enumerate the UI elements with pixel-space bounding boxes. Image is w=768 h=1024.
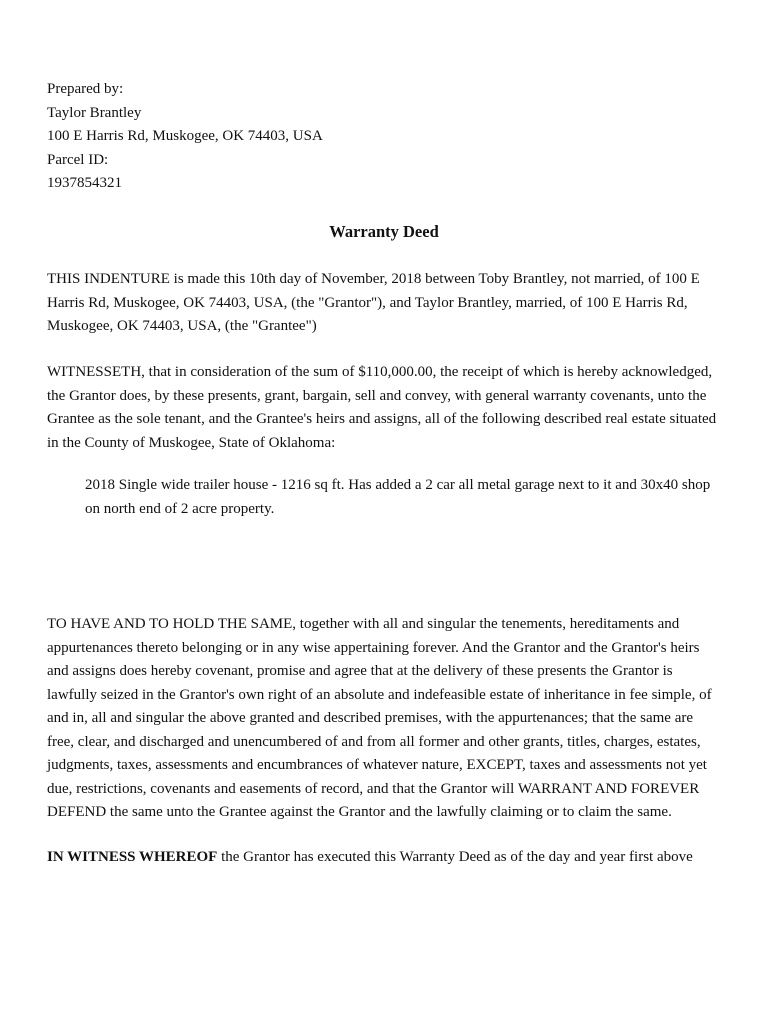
- prepared-by-label: Prepared by:: [47, 81, 124, 97]
- in-witness-paragraph: [47, 846, 723, 870]
- property-description: 2018 Single wide trailer house - 1216 sq ft. Has added a 2 car all metal garage next to it and 30x40 shop on north end of 2 acre property.: [85, 477, 711, 517]
- preparer-address: 100 E Harris Rd, Muskogee, OK 74403, USA: [47, 128, 323, 144]
- preparer-block: [47, 78, 323, 196]
- habendum-paragraph: TO HAVE AND TO HOLD THE SAME, together with all and singular the tenements, hereditaments and appurtenances thereto belonging or in any wise appertaining forever. And the Grantor and the Grantor's heirs and assigns does hereby covenant, promise and agree that at the delivery of these presents the Grantor is lawfully seized in the Grantor's own right of an absolute and indefeasible estate of inheritance in fee simple, of and in, all and singular the above granted and described premises, with the appurtenances; that the same are free, clear, and discharged and unencumbered of and from all former and other grants, titles, charges, estates, judgments, taxes, assessments and encumbrances of whatever nature, EXCEPT, taxes and assessments not yet due, restrictions, covenants and easements of record, and that the Grantor will WARRANT AND FOREVER DEFEND the same unto the Grantee against the Grantor and the lawfully claiming or to claim the same.: [47, 616, 712, 820]
- indenture-paragraph: THIS INDENTURE is made this 10th day of November, 2018 between Toby Brantley, not married, of 100 E Harris Rd, Muskogee, OK 74403, USA, (the "Grantor"), and Taylor Brantley, married, of 100 E Harris Rd, Muskogee, OK 74403, USA, (the "Grantee"): [47, 271, 700, 334]
- preparer-name: Taylor Brantley: [47, 104, 142, 121]
- document-title: Warranty Deed: [329, 222, 439, 241]
- in-witness-text: the Grantor has executed this Warranty Deed as of the day and year first above: [217, 849, 693, 865]
- in-witness-lead: IN WITNESS WHEREOF: [47, 849, 218, 865]
- witnesseth-paragraph: WITNESSETH, that in consideration of the sum of $110,000.00, the receipt of which is hereby acknowledged, the Grantor does, by these presents, grant, bargain, sell and convey, with general warranty covenants, unto the Grantee as the sole tenant, and the Grantee's heirs and assigns, all of the following described real estate situated in the County of Muskogee, State of Oklahoma:: [47, 364, 717, 451]
- parcel-id: 1937854321: [47, 175, 122, 191]
- parcel-id-label: Parcel ID:: [47, 151, 109, 168]
